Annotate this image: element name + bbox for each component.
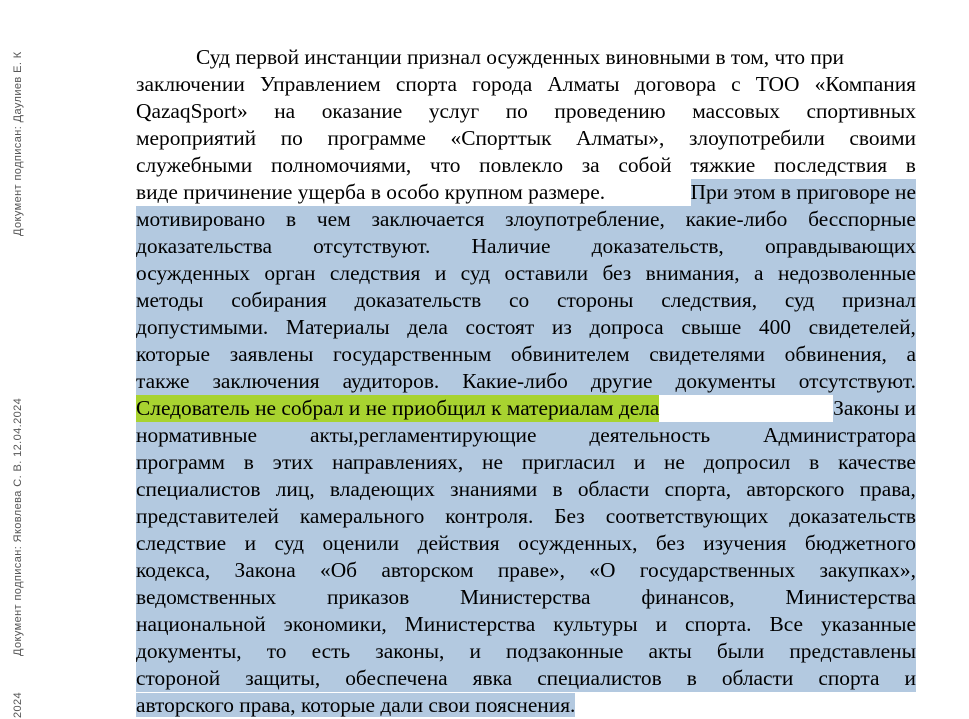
word: следствия xyxy=(329,261,421,285)
word: финансов, xyxy=(641,585,735,609)
text-segment-plain: виде причинение ущерба в особо крупном размере. xyxy=(136,180,606,204)
word: а xyxy=(754,261,764,285)
word: акты xyxy=(648,639,692,663)
text-line-highlighted xyxy=(136,449,916,476)
word: обеспечена xyxy=(345,666,448,690)
word: аудиторов. xyxy=(342,369,440,393)
word: и xyxy=(244,531,257,555)
word: полномочиями, xyxy=(270,153,412,177)
word: контроля. xyxy=(445,504,534,528)
word: какие-либо xyxy=(685,207,788,231)
word: экономики, xyxy=(283,612,387,636)
word: оказание xyxy=(321,99,403,123)
word: области xyxy=(577,477,650,501)
word: с xyxy=(731,72,741,96)
word: 400 xyxy=(758,315,791,339)
word: со xyxy=(508,288,530,312)
word: и xyxy=(469,639,481,663)
word: услуг xyxy=(428,99,480,123)
word: доказательств xyxy=(354,288,482,312)
word: праве», xyxy=(497,558,565,582)
word: есть xyxy=(311,639,351,663)
word: Материалы xyxy=(285,315,390,339)
text-line-highlighted xyxy=(136,260,916,287)
word: акты,регламентирующие xyxy=(309,423,537,447)
word: программ xyxy=(136,450,225,474)
word: Какие-либо xyxy=(462,369,568,393)
text-line xyxy=(136,98,916,125)
text-line-last xyxy=(136,692,916,719)
word: обвинителем xyxy=(510,342,630,366)
word: камерального xyxy=(299,504,425,528)
word: нормативные xyxy=(136,423,258,447)
word: спорта xyxy=(395,72,457,96)
word: и xyxy=(655,612,668,636)
word: Администратора xyxy=(763,423,916,447)
word: владеющих xyxy=(329,477,435,501)
word: спорта. xyxy=(685,612,752,636)
word: документы, xyxy=(136,639,242,663)
word: доказательств xyxy=(789,504,916,528)
word: заключения xyxy=(212,369,320,393)
signature-stamp-3: 2024 xyxy=(12,691,24,718)
document-paragraph xyxy=(136,44,916,719)
word: стороны xyxy=(556,288,634,312)
word: допроса xyxy=(589,315,664,339)
word: дела xyxy=(407,315,448,339)
word: без xyxy=(602,261,632,285)
word: ведомственных xyxy=(136,585,277,609)
word: доказательства xyxy=(136,234,272,258)
word: следствия, xyxy=(661,288,758,312)
word: города xyxy=(472,72,533,96)
word: методы xyxy=(136,288,204,312)
word: обвинения, xyxy=(784,342,887,366)
signature-stamp-2: Документ подписан: Яковлева С. В. 12.04.2024 xyxy=(12,397,24,656)
word: QazaqSport» xyxy=(136,99,248,123)
word: а xyxy=(906,342,916,366)
word: не xyxy=(663,450,685,474)
word: в xyxy=(285,207,297,231)
word: Без xyxy=(554,504,585,528)
word: собой xyxy=(618,153,672,177)
word: закупках», xyxy=(819,558,916,582)
text-segment-highlighted: При этом в приговоре не xyxy=(690,180,916,204)
word: последствия xyxy=(773,153,888,177)
text-line-highlighted xyxy=(136,638,916,665)
word: «Спорттык xyxy=(450,126,552,150)
word: из xyxy=(551,315,572,339)
word: и xyxy=(434,261,447,285)
word: «О xyxy=(589,558,616,582)
word: осужденных, xyxy=(518,531,638,555)
word: договора xyxy=(634,72,717,96)
word: допустимыми. xyxy=(136,315,269,339)
text-line-highlighted xyxy=(136,557,916,584)
text-line-highlighted xyxy=(136,233,916,260)
word: явка xyxy=(472,666,513,690)
text-line-highlighted xyxy=(136,314,916,341)
word: отсутствуют. xyxy=(313,234,431,258)
text-segment-highlighted: Законы и xyxy=(833,396,916,420)
text-line-highlighted xyxy=(136,665,916,692)
word: этих xyxy=(272,450,314,474)
word: деятельность xyxy=(589,423,711,447)
word: мероприятий xyxy=(136,126,257,150)
word: также xyxy=(136,369,190,393)
word: по xyxy=(280,126,303,150)
word: подзаконные xyxy=(506,639,624,663)
word: за xyxy=(581,153,600,177)
word: Алматы xyxy=(547,72,620,96)
text-line-highlighted xyxy=(136,368,916,395)
word: действия xyxy=(417,531,500,555)
word: Закона xyxy=(234,558,296,582)
text-line-highlighted xyxy=(136,422,916,449)
word: оправдывающих xyxy=(764,234,916,258)
text-segment-highlighted: авторского права, которые дали свои пояснения. xyxy=(136,693,576,717)
word: представлены xyxy=(789,639,916,663)
word: заключении xyxy=(136,72,245,96)
word: спортивных xyxy=(806,99,916,123)
word: были xyxy=(716,639,765,663)
word: Все xyxy=(769,612,804,636)
word: служебными xyxy=(136,153,253,177)
word: злоупотребили xyxy=(688,126,825,150)
word: Министерства xyxy=(785,585,916,609)
word: свидетелей, xyxy=(808,315,916,339)
word: приказов xyxy=(326,585,410,609)
word: бесспорные xyxy=(808,207,916,231)
word: программе xyxy=(327,126,426,150)
word: злоупотребление, xyxy=(505,207,665,231)
word: и xyxy=(904,666,916,690)
word: направлениях, xyxy=(332,450,464,474)
word: государственным xyxy=(333,342,492,366)
word: бюджетного xyxy=(804,531,916,555)
text-segment-green-highlight: Следователь не собрал и не приобщил к материалам дела xyxy=(136,396,660,420)
text-line-mixed xyxy=(136,179,916,206)
word: признал xyxy=(842,288,916,312)
word: свыше xyxy=(681,315,742,339)
word: собирания xyxy=(231,288,327,312)
word: «Компания xyxy=(814,72,916,96)
word: Министерства xyxy=(404,612,536,636)
word: суд xyxy=(460,261,491,285)
word: кодекса, xyxy=(136,558,211,582)
text-line-highlighted xyxy=(136,530,916,557)
word: повлекло xyxy=(479,153,564,177)
word: суд xyxy=(274,531,304,555)
word: спорта, xyxy=(664,477,732,501)
word: оставили xyxy=(504,261,589,285)
text-line-highlighted xyxy=(136,287,916,314)
word: национальной xyxy=(136,612,266,636)
word: осужденных xyxy=(136,261,250,285)
word: орган xyxy=(264,261,316,285)
word: изучения xyxy=(703,531,787,555)
word: мотивировано xyxy=(136,207,266,231)
word: не xyxy=(482,450,503,474)
text-line xyxy=(136,71,916,98)
word: свидетелями xyxy=(649,342,765,366)
word: другие xyxy=(590,369,653,393)
word: культуры xyxy=(553,612,638,636)
word: государственных xyxy=(639,558,796,582)
word: недозволенные xyxy=(777,261,916,285)
text-line-highlighted xyxy=(136,206,916,233)
word: по xyxy=(505,99,528,123)
word: «Об xyxy=(320,558,358,582)
word: специалистов xyxy=(537,666,662,690)
word: области xyxy=(721,666,794,690)
word: авторском xyxy=(381,558,474,582)
word: допросил xyxy=(703,450,791,474)
word: чем xyxy=(316,207,351,231)
word: Алматы», xyxy=(576,126,665,150)
word: заключается xyxy=(371,207,485,231)
word: права, xyxy=(859,477,916,501)
word: суд xyxy=(784,288,815,312)
word: оценили xyxy=(322,531,400,555)
text-line-highlighted xyxy=(136,341,916,368)
signature-stamp-1: Документ подписан: Даулиев Е. К xyxy=(12,51,24,236)
word: отсутствуют. xyxy=(798,369,916,393)
word: что xyxy=(429,153,461,177)
word: защиты, xyxy=(245,666,321,690)
word: Министерства xyxy=(459,585,591,609)
word: ТОО xyxy=(755,72,800,96)
word: представителей xyxy=(136,504,279,528)
word: в xyxy=(552,477,563,501)
text-line-highlighted xyxy=(136,584,916,611)
word: следствие xyxy=(136,531,227,555)
word: соответствующих xyxy=(605,504,769,528)
text-line-highlighted xyxy=(136,476,916,503)
word: авторского xyxy=(746,477,845,501)
word: на xyxy=(274,99,296,123)
word: своими xyxy=(849,126,916,150)
word: в xyxy=(686,666,697,690)
text-line-highlighted xyxy=(136,503,916,530)
word: в xyxy=(809,450,820,474)
word: законы, xyxy=(375,639,445,663)
word: Наличие xyxy=(471,234,551,258)
word: заявлены xyxy=(229,342,314,366)
word: состоят xyxy=(465,315,535,339)
word: знаниями xyxy=(450,477,538,501)
text-line xyxy=(136,125,916,152)
text-line-mixed xyxy=(136,395,916,422)
word: то xyxy=(266,639,287,663)
word: специалистов xyxy=(136,477,261,501)
word: указанные xyxy=(821,612,916,636)
word: в xyxy=(243,450,254,474)
word: стороной xyxy=(136,666,221,690)
word: пригласил xyxy=(521,450,615,474)
word: внимания, xyxy=(645,261,740,285)
word: спорта xyxy=(818,666,880,690)
text-line-highlighted xyxy=(136,611,916,638)
text-line xyxy=(136,152,916,179)
word: документы xyxy=(675,369,776,393)
word: Управлением xyxy=(259,72,381,96)
word: и xyxy=(633,450,646,474)
word: проведению xyxy=(554,99,666,123)
word: которые xyxy=(136,342,211,366)
word: качестве xyxy=(838,450,916,474)
word: массовых xyxy=(692,99,780,123)
word: в xyxy=(905,153,916,177)
word: тяжкие xyxy=(690,153,756,177)
word: лиц, xyxy=(275,477,315,501)
word: без xyxy=(655,531,685,555)
word: доказательств, xyxy=(591,234,724,258)
text-line: Суд первой инстанции признал осужденных виновными в том, что при xyxy=(196,45,844,69)
